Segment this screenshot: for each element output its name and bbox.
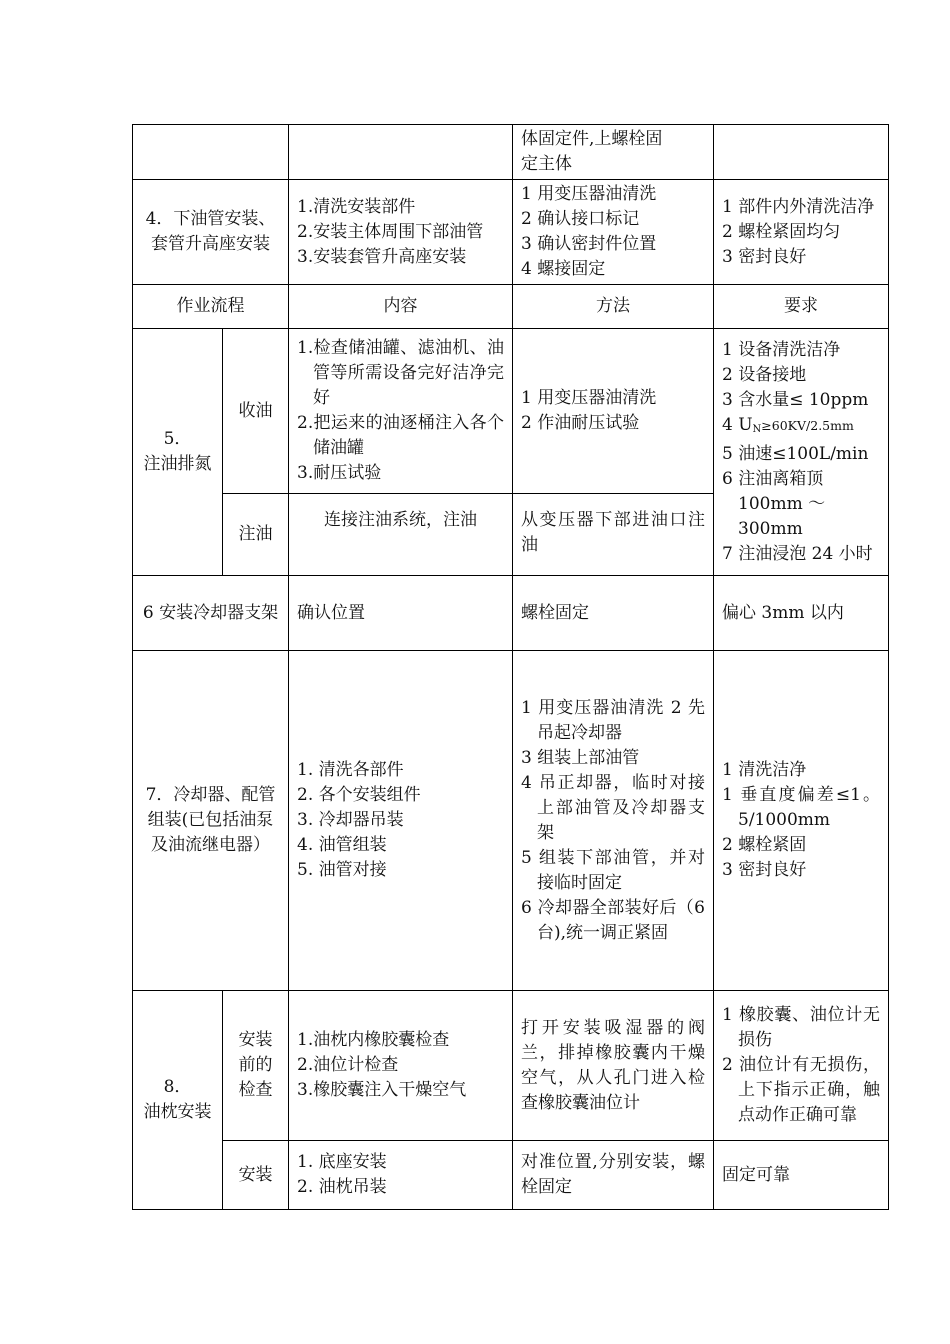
requirement-cell-empty: [714, 125, 889, 180]
content-cell: [289, 651, 513, 991]
method-item: 4 螺接固定: [521, 259, 606, 279]
method-item: 3 组装上部油管: [521, 747, 640, 768]
content-item: 2.安装主体周围下部油管: [297, 221, 484, 242]
table-row-step-8-install: [133, 1141, 889, 1210]
step-cell: 5． 注油排氮: [133, 329, 223, 576]
content-item: 1.检查储油罐、滤油机、油管等所需设备完好洁净完好: [297, 338, 504, 408]
step-cell: 7．冷却器、配管组装(已包括油泵及油流继电器）: [133, 651, 289, 991]
content-item: 3.耐压试验: [297, 463, 382, 483]
content-item: 1.油枕内橡胶囊检查: [297, 1030, 450, 1050]
requirement-item: [722, 413, 880, 442]
requirement-item: 3 密封良好: [722, 860, 807, 880]
subscript-text: N: [752, 423, 762, 435]
method-cell: [513, 180, 714, 285]
table-row-continuation: [133, 125, 889, 180]
requirement-cell: [714, 180, 889, 285]
content-item: 2. 油枕吊装: [297, 1177, 387, 1197]
content-cell: 连接注油系统，注油: [289, 494, 513, 576]
substep-cell: 收油: [223, 329, 289, 494]
table-row-step-8-check: [133, 991, 889, 1141]
content-item: 1.清洗安装部件: [297, 196, 416, 217]
content-item: 1. 清洗各部件: [297, 760, 404, 780]
substep-cell: 注油: [223, 494, 289, 576]
content-item: 3. 冷却器吊装: [297, 810, 404, 830]
content-item: 2.把运来的油逐桶注入各个储油罐: [297, 413, 504, 458]
content-item: 3.橡胶囊注入干燥空气: [297, 1080, 467, 1100]
content-cell-empty: [289, 125, 513, 180]
method-line: 体固定件,上螺栓固: [521, 129, 663, 149]
requirement-cell: 固定可靠: [714, 1141, 889, 1210]
requirement-item: 3 含水量≤ 10ppm: [722, 389, 869, 410]
requirement-item: 2 螺栓紧固: [722, 835, 807, 855]
method-item: 2 作油耐压试验: [521, 413, 640, 433]
requirement-item: 1 橡胶囊、油位计无损伤: [722, 1005, 880, 1050]
method-cell: [513, 329, 714, 494]
content-item: 4. 油管组装: [297, 835, 387, 855]
method-cell: 从变压器下部进油口注油: [513, 494, 714, 576]
content-cell: [289, 180, 513, 285]
table-row-step-7: [133, 651, 889, 991]
method-item: 4 吊正却器，临时对接上部油管及冷却器支架: [521, 772, 705, 843]
method-item: 5 组装下部油管，并对接临时固定: [521, 847, 705, 893]
content-cell: [289, 329, 513, 494]
requirement-item: 1 垂直度偏差≤1。5/1000mm: [722, 785, 880, 830]
content-item: 2. 各个安装组件: [297, 785, 421, 805]
method-item: 2 确认接口标记: [521, 209, 640, 229]
requirement-item: 7 注油浸泡 24 小时: [722, 543, 873, 564]
requirement-item: 2 油位计有无损伤，上下指示正确，触点动作正确可靠: [722, 1055, 880, 1125]
method-cell: 打开安装吸湿器的阀兰，排掉橡胶囊内干燥空气，从人孔门进入检查橡胶囊油位计: [513, 991, 714, 1141]
requirement-cell: [714, 991, 889, 1141]
method-cell: [513, 125, 714, 180]
requirement-cell: 偏心 3mm 以内: [714, 576, 889, 651]
content-cell: [289, 991, 513, 1141]
method-cell: 螺栓固定: [513, 576, 714, 651]
step-cell: 6 安装冷却器支架: [133, 576, 289, 651]
table-row-step-6: [133, 576, 889, 651]
header-requirement: 要求: [714, 285, 889, 329]
installation-process-table: [132, 124, 889, 1210]
content-cell: [289, 1141, 513, 1210]
method-item: 1 用变压器油清洗 2 先吊起冷却器: [521, 697, 705, 743]
method-item: 1 用变压器油清洗: [521, 388, 657, 408]
content-item: 2.油位计检查: [297, 1055, 399, 1075]
table-header-row: [133, 285, 889, 329]
requirement-cell: [714, 329, 889, 576]
content-item: 1. 底座安装: [297, 1152, 387, 1172]
method-line: 定主体: [521, 154, 572, 174]
table-row-step-5-receive: [133, 329, 889, 494]
requirement-text: 4 U: [722, 414, 753, 435]
requirement-cell: [714, 651, 889, 991]
requirement-item: 2 设备接地: [722, 364, 807, 385]
method-cell: [513, 651, 714, 991]
content-item: 3.安装套管升高座安装: [297, 246, 467, 267]
method-item: 6 冷却器全部装好后（6 台),统一调正紧固: [521, 897, 705, 943]
substep-cell: 安装: [223, 1141, 289, 1210]
table-row-step-4: [133, 180, 889, 285]
method-item: 3 确认密封件位置: [521, 234, 657, 254]
step-cell-empty: [133, 125, 289, 180]
header-content: 内容: [289, 285, 513, 329]
header-process: 作业流程: [133, 285, 289, 329]
method-item: 1 用变压器油清洗: [521, 184, 657, 204]
step-cell: 8． 油枕安装: [133, 991, 223, 1210]
requirement-item: 1 设备清洗洁净: [722, 339, 841, 360]
content-cell: 确认位置: [289, 576, 513, 651]
requirement-item: 1 部件内外清洗洁净: [722, 196, 875, 217]
requirement-item: 2 螺栓紧固均匀: [722, 221, 841, 242]
method-cell: 对准位置,分别安装，螺栓固定: [513, 1141, 714, 1210]
substep-cell: 安装前的检查: [223, 991, 289, 1141]
requirement-item: 1 清洗洁净: [722, 760, 807, 780]
header-method: 方法: [513, 285, 714, 329]
content-item: 5. 油管对接: [297, 860, 387, 880]
requirement-item: 5 油速≤100L/min: [722, 443, 869, 464]
step-cell: 4．下油管安装、套管升高座安装: [133, 180, 289, 285]
requirement-item: 3 密封良好: [722, 246, 807, 267]
requirement-item: 6 注油离箱顶 100mm ～300mm: [722, 468, 826, 539]
requirement-text: ≥60KV/2.5mm: [761, 417, 854, 433]
